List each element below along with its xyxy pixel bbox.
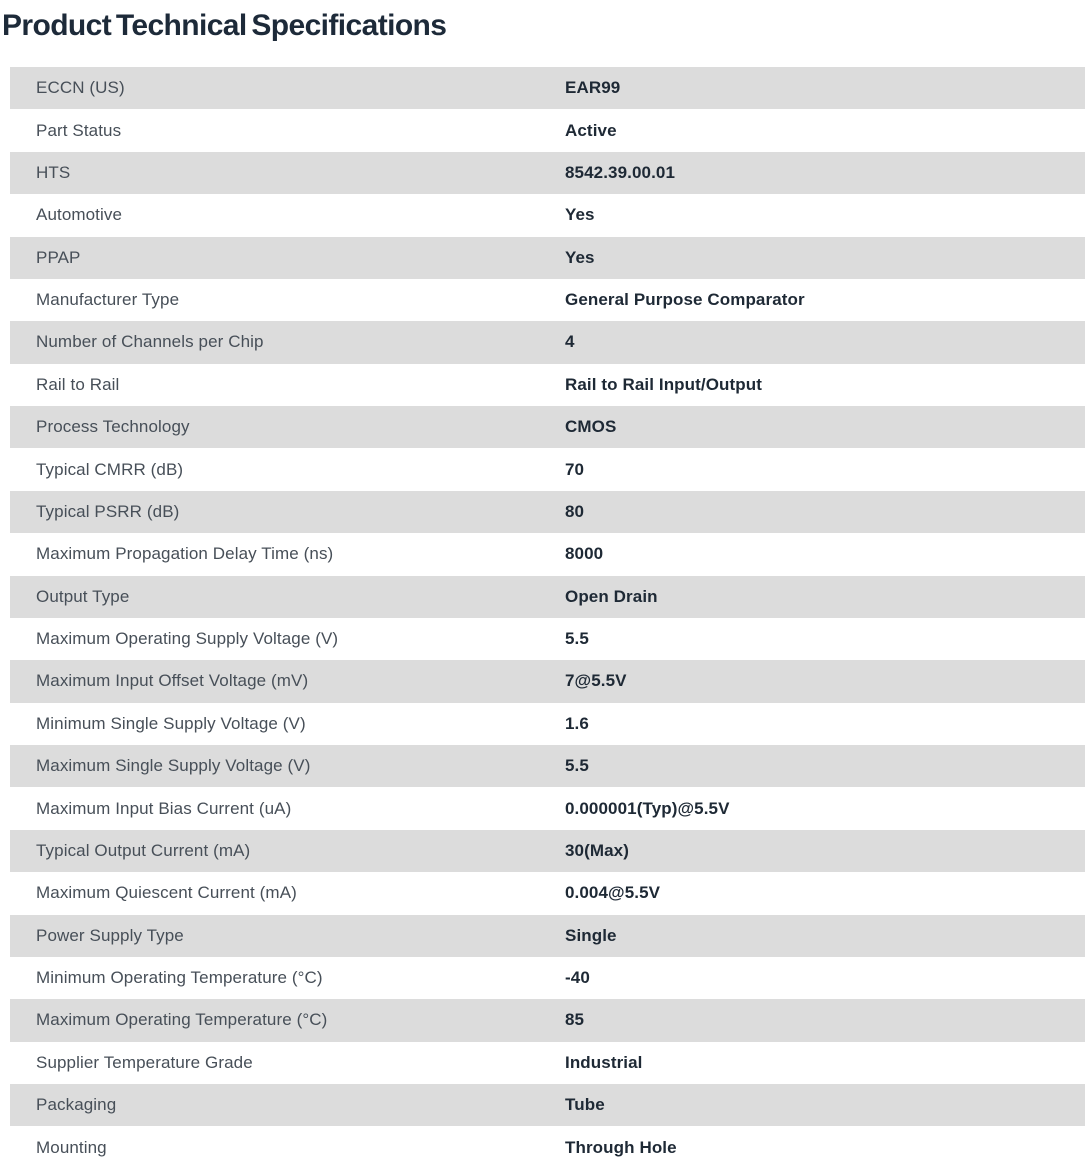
spec-label: Manufacturer Type [36,290,180,310]
spec-label: Maximum Single Supply Voltage (V) [36,756,311,776]
table-row [10,194,1085,236]
spec-value: CMOS [565,417,617,437]
table-row [10,957,1085,999]
spec-value: -40 [565,968,590,988]
spec-label: PPAP [36,247,81,267]
spec-label: Maximum Operating Supply Voltage (V) [36,629,339,649]
table-row [10,830,1085,872]
spec-label: Maximum Quiescent Current (mA) [36,883,297,903]
spec-label: HTS [36,162,71,182]
spec-label: Typical CMRR (dB) [36,459,184,479]
table-row [10,1084,1085,1126]
spec-value: Single [565,925,617,945]
spec-label: Packaging [36,1095,117,1115]
spec-value: Rail to Rail Input/Output [565,374,763,394]
spec-value: EAR99 [565,78,621,98]
spec-label: Automotive [36,205,123,225]
spec-label: ECCN (US) [36,78,125,98]
spec-value: 0.000001(Typ)@5.5V [565,798,730,818]
table-row [10,67,1085,109]
spec-label: Part Status [36,120,122,140]
spec-label: Power Supply Type [36,925,184,945]
table-row [10,660,1085,702]
table-row [10,787,1085,829]
spec-value: General Purpose Comparator [565,290,805,310]
spec-value: 8000 [565,544,604,564]
page-title: Product Technical Specifications [2,9,447,42]
spec-label: Typical Output Current (mA) [36,840,251,860]
spec-value: 5.5 [565,756,589,776]
spec-label: Maximum Propagation Delay Time (ns) [36,544,334,564]
table-row [10,152,1085,194]
spec-value: 5.5 [565,629,589,649]
table-row [10,406,1085,448]
spec-value: Yes [565,205,595,225]
spec-value: 8542.39.00.01 [565,162,676,182]
spec-label: Maximum Operating Temperature (°C) [36,1010,328,1030]
table-row [10,321,1085,363]
spec-label: Process Technology [36,417,190,437]
table-row [10,448,1085,490]
table-row [10,237,1085,279]
spec-value: Active [565,120,617,140]
table-row [10,999,1085,1041]
spec-value: 7@5.5V [565,671,627,691]
spec-value: 85 [565,1010,585,1030]
table-row [10,109,1085,151]
spec-value: Industrial [565,1052,643,1072]
table-row [10,1042,1085,1084]
table-row [10,1126,1085,1168]
spec-label: Maximum Input Bias Current (uA) [36,798,292,818]
spec-value: 30(Max) [565,840,630,860]
spec-label: Output Type [36,586,130,606]
spec-table [10,67,1085,1169]
table-row [10,703,1085,745]
table-row [10,618,1085,660]
spec-value: Through Hole [565,1137,677,1157]
spec-label: Typical PSRR (dB) [36,501,180,521]
table-row [10,872,1085,914]
spec-label: Maximum Input Offset Voltage (mV) [36,671,309,691]
spec-value: Open Drain [565,586,658,606]
table-row [10,576,1085,618]
spec-value: 80 [565,501,585,521]
table-row [10,745,1085,787]
table-row [10,364,1085,406]
spec-value: 70 [565,459,585,479]
spec-label: Minimum Operating Temperature (°C) [36,968,323,988]
spec-label: Minimum Single Supply Voltage (V) [36,713,306,733]
spec-value: 0.004@5.5V [565,883,661,903]
spec-value: 1.6 [565,713,589,733]
spec-value: Tube [565,1095,605,1115]
table-row [10,533,1085,575]
spec-value: 4 [565,332,575,352]
spec-label: Mounting [36,1137,107,1157]
spec-label: Supplier Temperature Grade [36,1052,253,1072]
spec-label: Number of Channels per Chip [36,332,264,352]
spec-label: Rail to Rail [36,374,120,394]
table-row [10,915,1085,957]
table-row [10,491,1085,533]
spec-value: Yes [565,247,595,267]
table-row [10,279,1085,321]
